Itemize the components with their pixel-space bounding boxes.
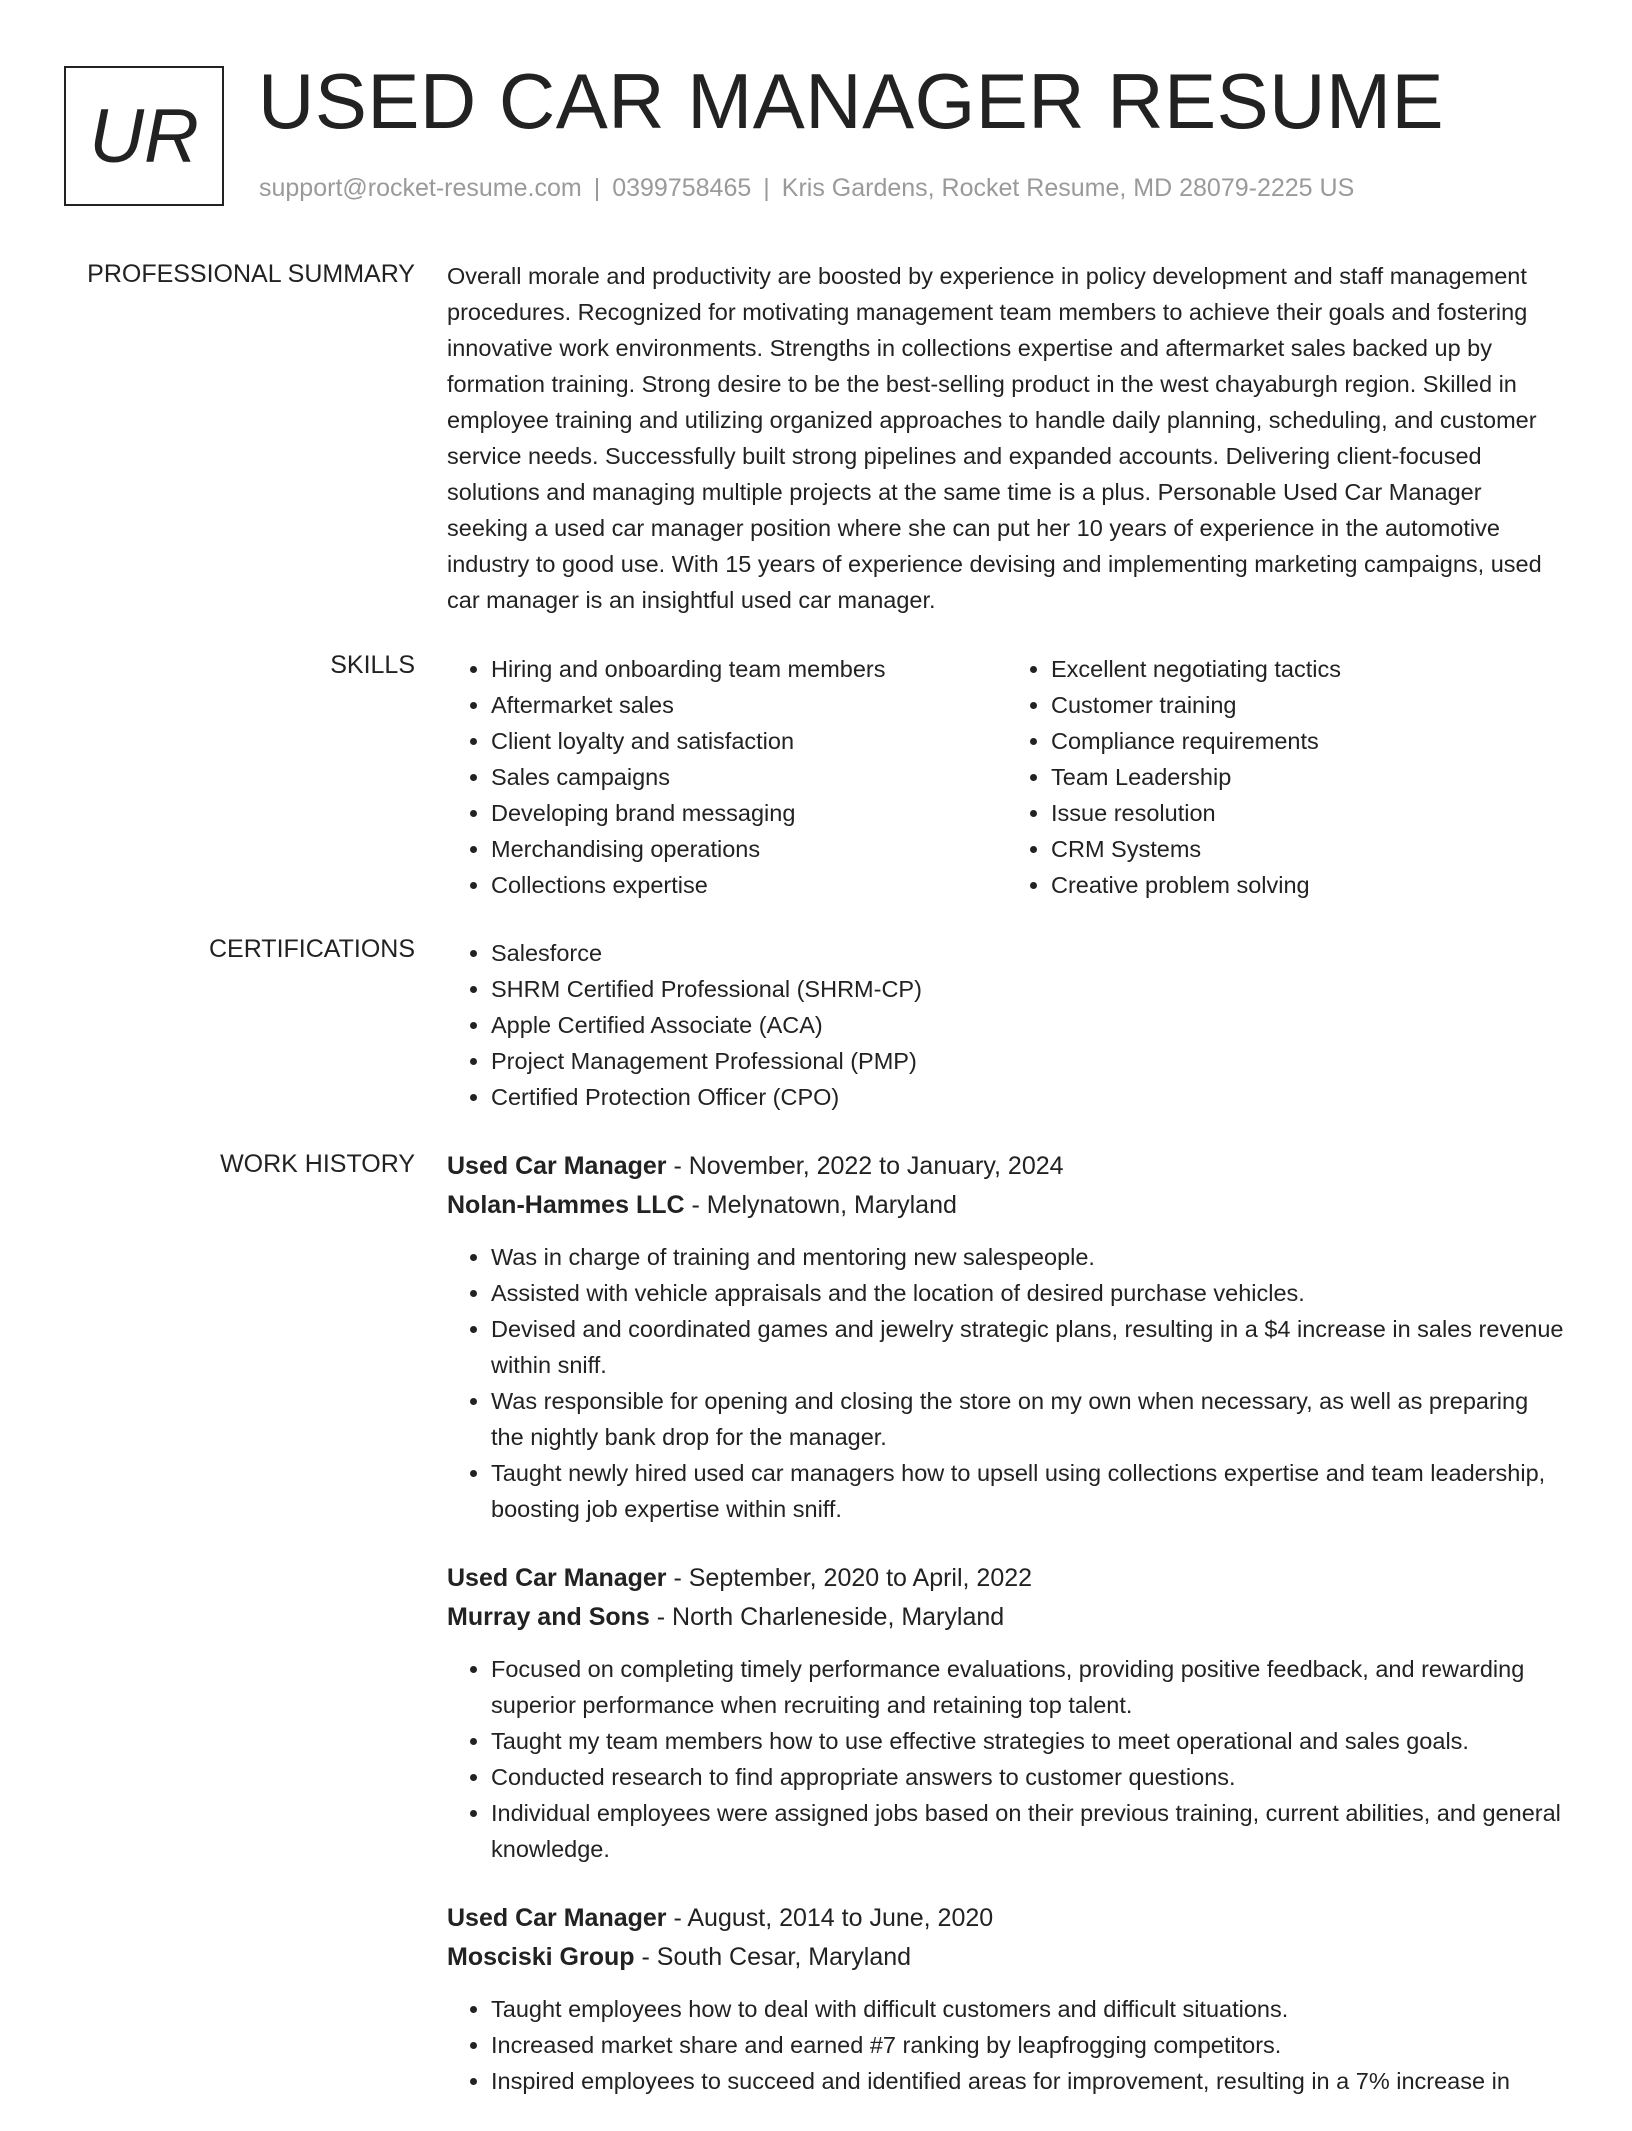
skill-item: • Creative problem solving — [1051, 867, 1567, 903]
skills-label: SKILLS — [330, 651, 415, 679]
skill-item: • Aftermarket sales — [491, 687, 1007, 723]
job-entry — [447, 1559, 1567, 1867]
job-bullet: • Was responsible for opening and closing the store on my own when necessary, as well as preparing the nightly bank drop for the manager. — [491, 1383, 1567, 1455]
job-bullet: • Increased market share and earned #7 ranking by leapfrogging competitors. — [491, 2027, 1567, 2063]
job-dates: - August, 2014 to June, 2020 — [666, 1904, 994, 1932]
job-company-line — [447, 1938, 1567, 1977]
contact-separator: | — [593, 174, 601, 202]
skill-item: • Hiring and onboarding team members — [491, 651, 1007, 687]
skill-item: • Client loyalty and satisfaction — [491, 723, 1007, 759]
work-history-label: WORK HISTORY — [220, 1150, 415, 1178]
contact-line — [259, 174, 1354, 203]
skill-item: • Compliance requirements — [1051, 723, 1567, 759]
job-bullet: • Inspired employees to succeed and identified areas for improvement, resulting in a 7% increase in — [491, 2063, 1567, 2099]
job-bullets — [447, 1651, 1567, 1867]
job-entry — [447, 1147, 1567, 1527]
job-title-line — [447, 1899, 1567, 1938]
job-bullet: • Was in charge of training and mentoring new salespeople. — [491, 1239, 1567, 1275]
skills-list-right — [1007, 651, 1567, 903]
job-dates: - September, 2020 to April, 2022 — [666, 1564, 1033, 1592]
certifications-list — [447, 935, 1567, 1115]
job-dates: - November, 2022 to January, 2024 — [666, 1152, 1064, 1180]
contact-phone: 0399758465 — [612, 174, 752, 202]
summary-text: Overall morale and productivity are boosted by experience in policy development and staff management procedures. Recognized for motivating management team members to achieve their goals and fostering innovative work environments. Strengths in collections expertise and aftermarket sales backed up by formation training. Strong desire to be the best-selling product in the west chayaburgh region. Skilled in employee training and utilizing organized approaches to handle daily planning, scheduling, and customer service needs. Successfully built strong pipelines and expanded accounts. Delivering client-focused solutions and managing multiple projects at the same time is a plus. Personable Used Car Manager seeking a used car manager position where she can put her 10 years of experience in the automotive industry to good use. With 15 years of experience devising and implementing marketing campaigns, used car manager is an insightful used car manager. — [447, 263, 1542, 613]
job-title: Used Car Manager — [447, 1904, 667, 1932]
contact-email: support@rocket-resume.com — [259, 174, 582, 202]
job-bullet: • Individual employees were assigned jobs based on their previous training, current abilities, and general knowledge. — [491, 1795, 1567, 1867]
job-title-line — [447, 1147, 1567, 1186]
job-location: - South Cesar, Maryland — [634, 1943, 912, 1971]
contact-address: Kris Gardens, Rocket Resume, MD 28079-2225 US — [781, 174, 1355, 202]
job-title: Used Car Manager — [447, 1152, 667, 1180]
job-bullets — [447, 1239, 1567, 1527]
job-bullet: • Taught newly hired used car managers how to upsell using collections expertise and team leadership, boosting job expertise within sniff. — [491, 1455, 1567, 1527]
certification-item: • SHRM Certified Professional (SHRM-CP) — [491, 971, 1567, 1007]
skill-item: • Developing brand messaging — [491, 795, 1007, 831]
monogram-box — [64, 66, 224, 206]
job-entry — [447, 1899, 1567, 2099]
resume-title: USED CAR MANAGER RESUME — [258, 57, 1444, 145]
job-location: - North Charleneside, Maryland — [649, 1603, 1005, 1631]
job-bullet: • Taught employees how to deal with difficult customers and difficult situations. — [491, 1991, 1567, 2027]
job-bullet: • Focused on completing timely performance evaluations, providing positive feedback, and rewarding superior performance when recruiting and retaining top talent. — [491, 1651, 1567, 1723]
skill-item: • Excellent negotiating tactics — [1051, 651, 1567, 687]
job-company: Murray and Sons — [447, 1603, 650, 1631]
monogram-initials: UR — [89, 93, 199, 179]
job-company-line — [447, 1598, 1567, 1637]
certification-item: • Apple Certified Associate (ACA) — [491, 1007, 1567, 1043]
skill-item: • CRM Systems — [1051, 831, 1567, 867]
certification-item: • Project Management Professional (PMP) — [491, 1043, 1567, 1079]
skill-item: • Team Leadership — [1051, 759, 1567, 795]
skill-item: • Issue resolution — [1051, 795, 1567, 831]
job-company: Nolan-Hammes LLC — [447, 1191, 685, 1219]
skills-list-left — [447, 651, 1007, 903]
certification-item: • Certified Protection Officer (CPO) — [491, 1079, 1567, 1115]
skill-item: • Sales campaigns — [491, 759, 1007, 795]
summary-label: PROFESSIONAL SUMMARY — [87, 260, 415, 288]
job-bullet: • Taught my team members how to use effective strategies to meet operational and sales goals. — [491, 1723, 1567, 1759]
job-bullets — [447, 1991, 1567, 2099]
skill-item: • Collections expertise — [491, 867, 1007, 903]
job-company: Mosciski Group — [447, 1943, 635, 1971]
job-bullet: • Conducted research to find appropriate answers to customer questions. — [491, 1759, 1567, 1795]
job-bullet: • Devised and coordinated games and jewelry strategic plans, resulting in a $4 increase in sales revenue within sniff. — [491, 1311, 1567, 1383]
job-location: - Melynatown, Maryland — [684, 1191, 957, 1219]
certification-item: • Salesforce — [491, 935, 1567, 971]
job-title-line — [447, 1559, 1567, 1598]
contact-separator: | — [763, 174, 770, 202]
skill-item: • Merchandising operations — [491, 831, 1007, 867]
job-bullet: • Assisted with vehicle appraisals and the location of desired purchase vehicles. — [491, 1275, 1567, 1311]
job-company-line — [447, 1186, 1567, 1225]
job-title: Used Car Manager — [447, 1564, 667, 1592]
certifications-label: CERTIFICATIONS — [208, 935, 415, 963]
skill-item: • Customer training — [1051, 687, 1567, 723]
